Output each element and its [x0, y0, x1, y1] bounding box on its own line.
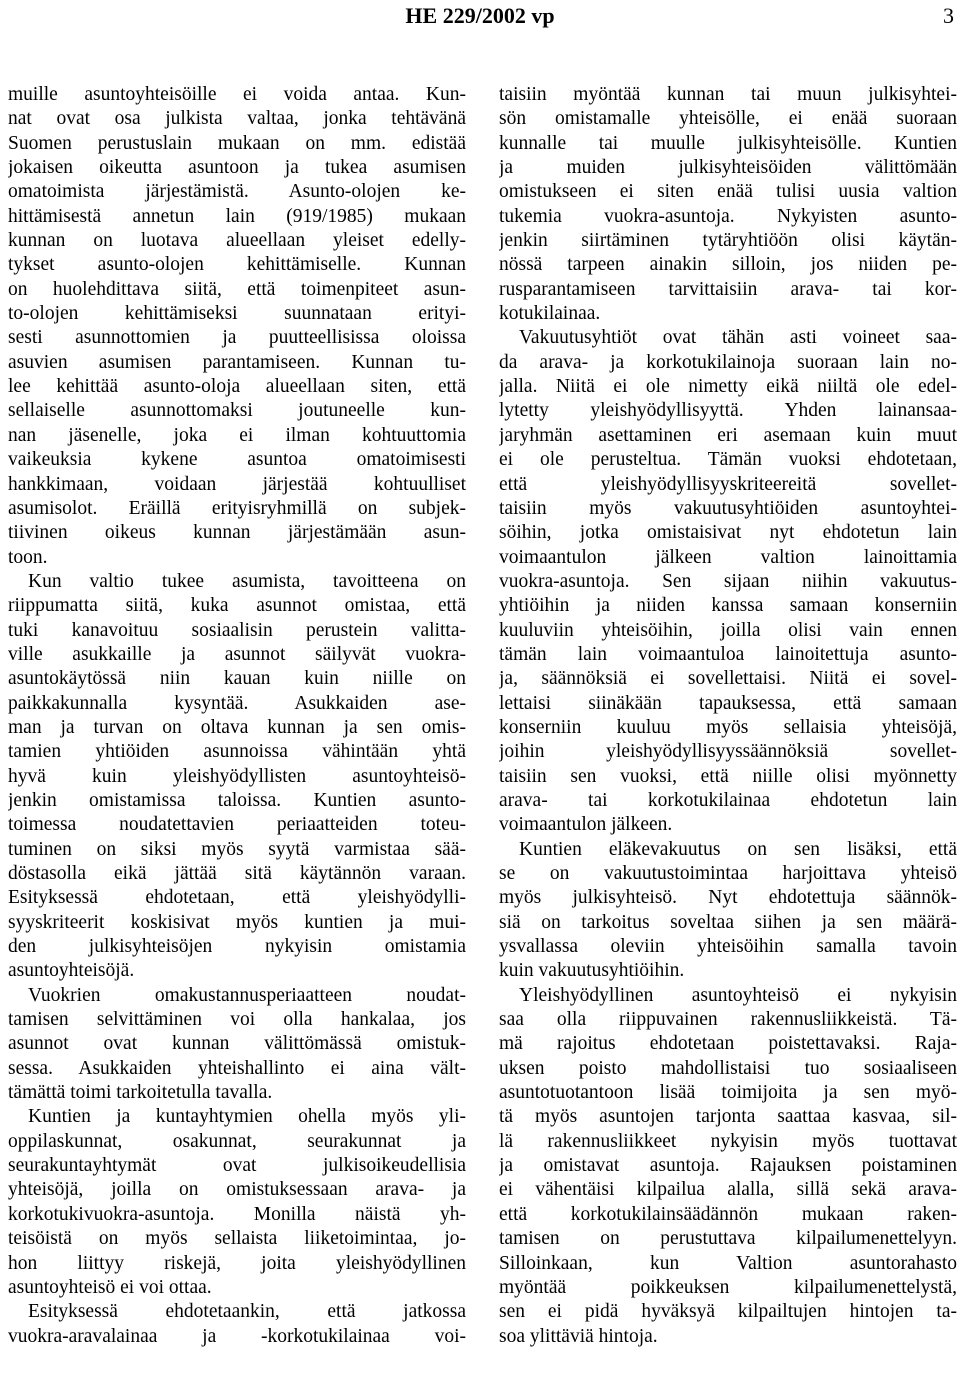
- text-line: ei ole perusteltua. Tämän vuoksi ehdotetaan,: [499, 449, 957, 471]
- text-line: tykset asunto-olojen kehittämiselle. Kunnan: [8, 254, 466, 276]
- text-line: Vuokrien omakustannusperiaatteen noudat-: [28, 984, 466, 1006]
- text-line: seurakuntayhtymät ovat julkisoikeudellisia: [8, 1155, 466, 1177]
- text-line: Silloinkaan, kun Valtion asuntorahasto: [499, 1252, 957, 1274]
- text-line: Kuntien ja kuntayhtymien ohella myös yli-: [28, 1106, 466, 1128]
- text-line: kuuluviin yhteisöihin, joilla olisi vain ennen: [499, 619, 957, 641]
- text-line: sellaiselle asunnottomaksi joutuneelle kun-: [8, 400, 466, 422]
- text-line: toimessa noudatettavien periaatteiden toteu-: [8, 814, 466, 836]
- text-line: tä myös asuntojen tarjonta saattaa kasvaa, sil-: [499, 1106, 957, 1128]
- text-line: den julkisyhteisöjen nykyisin omistamia: [8, 936, 466, 958]
- text-line: jokaisen oikeutta asuntoon ja tukea asumisen: [8, 157, 466, 179]
- text-line: Esityksessä ehdotetaan, että yleishyödylli-: [8, 887, 466, 909]
- text-line: vaikeuksia kykene asuntoa omatoimisesti: [8, 449, 466, 471]
- text-line: joihin yleishyödyllisyyssäännöksiä sovellet-: [499, 741, 957, 763]
- text-line: lettaisi siinäkään tapauksessa, että samaan: [499, 692, 957, 714]
- text-line: asuntokäytössä niin kauan kuin niille on: [8, 668, 466, 690]
- text-line: nat ovat osa julkista valtaa, jonka tehtävänä: [8, 108, 466, 130]
- text-line: konserniin kuuluu myös sellaisia yhteisöjä,: [499, 716, 957, 738]
- text-line: arava- tai korkotukilainaa ehdotetun lain: [499, 789, 957, 811]
- text-line: vuokra-aravalainaa ja -korkotukilainaa voi-: [8, 1325, 466, 1347]
- text-line: ei vähentäisi kilpailua alalla, sillä sekä arava-: [499, 1179, 957, 1201]
- text-line: ja muiden julkisyhteisöiden välittömään: [499, 157, 957, 179]
- document-title: HE 229/2002 vp: [405, 3, 555, 28]
- text-line: asuntoyhteisöjä.: [8, 960, 135, 982]
- text-line: lee kehittää asunto-oloja alueellaan siten, että: [8, 376, 466, 398]
- text-line: että yleishyödyllisyyskriteereitä sovellet-: [499, 473, 957, 495]
- text-line: Suomen perustuslain mukaan on mm. edistää: [8, 132, 466, 154]
- text-line: jenkin siirtäminen tytäryhtiöön olisi käytän-: [499, 230, 957, 252]
- text-line: paikkakunnalla kysyntää. Asukkaiden ase-: [8, 692, 466, 714]
- page-number: 3: [943, 3, 954, 28]
- text-line: lytetty yleishyödyllisyyttä. Yhden lainansaa-: [499, 400, 957, 422]
- text-line: Esityksessä ehdotetaankin, että jatkossa: [28, 1301, 466, 1323]
- text-line: saa olla riippuvainen rakennusliikkeistä. Tä-: [499, 1009, 957, 1031]
- text-line: ja omistavat asuntoja. Rajauksen poistaminen: [499, 1155, 957, 1177]
- text-line: sen ei pidä hyväksyä kilpailtujen hintojen ta-: [499, 1301, 957, 1323]
- text-line: tamisen selvittäminen voi olla hankalaa, jos: [8, 1009, 466, 1031]
- text-line: ville asukkaille ja asunnot säilyvät vuokra-: [8, 643, 466, 665]
- text-line: toon.: [8, 546, 48, 568]
- text-line: teisöistä on myös sellaista liiketoimintaa, jo-: [8, 1228, 466, 1250]
- text-line: yhtiöihin ja niiden kanssa samaan konserniin: [499, 595, 957, 617]
- text-line: hankkimaan, voidaan järjestää kohtuulliset: [8, 473, 466, 495]
- text-line: kuin vakuutusyhtiöihin.: [499, 960, 685, 982]
- text-line: mä rajoitus ehdotetaan poistettavaksi. Raja-: [499, 1033, 957, 1055]
- text-line: ysvallassa oleviin yhteisöihin samalla tavoin: [499, 936, 957, 958]
- text-line: omatoimista järjestämistä. Asunto-olojen ke-: [8, 181, 466, 203]
- text-line: tamien yhtiöiden asunnoissa vähintään yhtä: [8, 741, 466, 763]
- text-line: on huolehdittava siitä, että toimenpiteet asun-: [8, 278, 466, 300]
- text-line: Yleishyödyllinen asuntoyhteisö ei nykyisin: [519, 984, 957, 1006]
- text-line: asuvien asumisen parantamiseen. Kunnan tu-: [8, 351, 466, 373]
- text-line: jenkin omistamissa taloissa. Kuntien asunto-: [8, 789, 466, 811]
- text-line: nan jäsenelle, joka ei ilman kohtuuttomia: [8, 424, 466, 446]
- text-line: söihin, jotka omistaisivat nyt ehdotetun lain: [499, 522, 957, 544]
- text-line: rusparantamiseen tarvittaisiin arava- tai kor-: [499, 278, 957, 300]
- text-line: tämättä toimi tarkoitetulla tavalla.: [8, 1082, 273, 1104]
- text-line: tiivinen oikeus kunnan järjestämään asun-: [8, 522, 466, 544]
- text-line: hyvä kuin yleishyödyllisten asuntoyhteisö-: [8, 765, 466, 787]
- text-line: tuki kanavoituu sosiaalisin perustein valitta-: [8, 619, 466, 641]
- text-line: Kun valtio tukee asumista, tavoitteena on: [28, 570, 466, 592]
- text-line: että korkotukilainsäädännön mukaan raken-: [499, 1203, 957, 1225]
- text-line: asuntoyhteisö ei voi ottaa.: [8, 1276, 212, 1298]
- text-line: tukemia vuokra-asuntoja. Nykyisten asunto-: [499, 205, 957, 227]
- text-line: oppilaskunnat, osakunnat, seurakunnat ja: [8, 1130, 466, 1152]
- text-line: taisiin sen vuoksi, että niille olisi myönnetty: [499, 765, 957, 787]
- text-line: uksen poisto mahdollistaisi tuo sosiaaliseen: [499, 1057, 957, 1079]
- text-line: myöntää poikkeuksen kilpailumenettelystä,: [499, 1276, 957, 1298]
- text-line: soa ylittäviä hintoja.: [499, 1325, 658, 1347]
- text-line: riippumatta siitä, kuka asunnot omistaa, että: [8, 595, 466, 617]
- text-line: jaryhmän asettaminen eri asemaan kuin muut: [499, 424, 957, 446]
- text-line: asumisolot. Eräillä erityisryhmillä on subjek-: [8, 497, 466, 519]
- text-line: hittämisestä annetun lain (919/1985) mukaan: [8, 205, 466, 227]
- text-line: döstasolla eikä jättää sitä käytännön varaan.: [8, 863, 466, 884]
- text-line: yhteisöjä, joilla on omistuksessaan arava- ja: [8, 1179, 466, 1201]
- text-line: sessa. Asukkaiden yhteishallinto ei aina vält-: [8, 1057, 466, 1079]
- text-line: muille asuntoyhteisöille ei voida antaa. Kun-: [8, 84, 466, 105]
- page-header: [0, 0, 960, 36]
- text-line: myös julkisyhteisö. Nyt ehdotettuja säännök-: [499, 887, 957, 909]
- text-line: da arava- ja korkotukilainoja suoraan lain no-: [499, 351, 957, 373]
- text-line: voimaantulon jälkeen valtion lainoittamia: [499, 546, 957, 568]
- text-line: korkotukivuokra-asuntoja. Monilla näistä yh-: [8, 1203, 466, 1225]
- text-line: taisiin myös vakuutusyhtiöiden asuntoyhtei-: [499, 497, 957, 519]
- text-line: tämän lain voimaantuloa lainoitettuja asunto-: [499, 643, 957, 665]
- text-line: man ja turvan on oltava kunnan ja sen omis-: [8, 716, 466, 738]
- text-line: sesti asunnottomien ja puutteellisissa oloissa: [8, 327, 466, 349]
- text-line: jalla. Niitä ei ole nimetty eikä niiltä ole edel-: [499, 376, 957, 398]
- text-line: tamisen on perustuttava kilpailumenettelyyn.: [499, 1228, 957, 1250]
- text-line: hon liittyy riskejä, joita yleishyödyllinen: [8, 1252, 466, 1274]
- text-line: tuminen on siksi myös syytä varmistaa sää-: [8, 838, 466, 860]
- text-line: kunnalle tai muulle julkisyhteisölle. Kuntien: [499, 132, 957, 154]
- text-line: asunnot ovat kunnan välittömässä omistuk-: [8, 1033, 466, 1055]
- text-line: siä on tarkoitus soveltaa siihen ja sen määrä-: [499, 911, 957, 933]
- text-line: to-olojen kehittämiseksi suunnataan erityi-: [8, 303, 466, 325]
- text-line: asuntotuotantoon lisää toimijoita ja sen myö-: [499, 1082, 957, 1104]
- text-line: taisiin myöntää kunnan tai muun julkisyhtei-: [499, 84, 957, 105]
- text-line: Kuntien eläkevakuutus on sen lisäksi, että: [519, 838, 957, 860]
- text-line: Vakuutusyhtiöt ovat tähän asti voineet saa-: [519, 327, 957, 349]
- text-line: voimaantulon jälkeen.: [499, 814, 673, 836]
- text-line: omistukseen ei siten enää tulisi uusia valtion: [499, 181, 957, 203]
- text-line: kunnan on luotava alueellaan yleiset edelly-: [8, 230, 466, 252]
- text-line: ja, säännöksiä ei sovellettaisi. Niitä ei sovel-: [499, 668, 957, 690]
- left-text-column: [8, 83, 466, 1349]
- text-line: syyskriteerit koskisivat myös kuntien ja mui-: [8, 911, 466, 933]
- text-line: nössä tarpeen ainakin silloin, jos niiden pe-: [499, 254, 957, 276]
- text-line: vuokra-asuntoja. Sen sijaan niihin vakuutus-: [499, 570, 957, 592]
- text-line: se on vakuutustoimintaa harjoittava yhteisö: [499, 863, 957, 884]
- text-line: sön omistamalle yhteisölle, ei enää suoraan: [499, 108, 957, 130]
- text-line: kotukilainaa.: [499, 303, 601, 325]
- right-text-column: [499, 83, 957, 1349]
- text-line: lä rakennusliikkeet nykyisin myös tuottavat: [499, 1130, 957, 1152]
